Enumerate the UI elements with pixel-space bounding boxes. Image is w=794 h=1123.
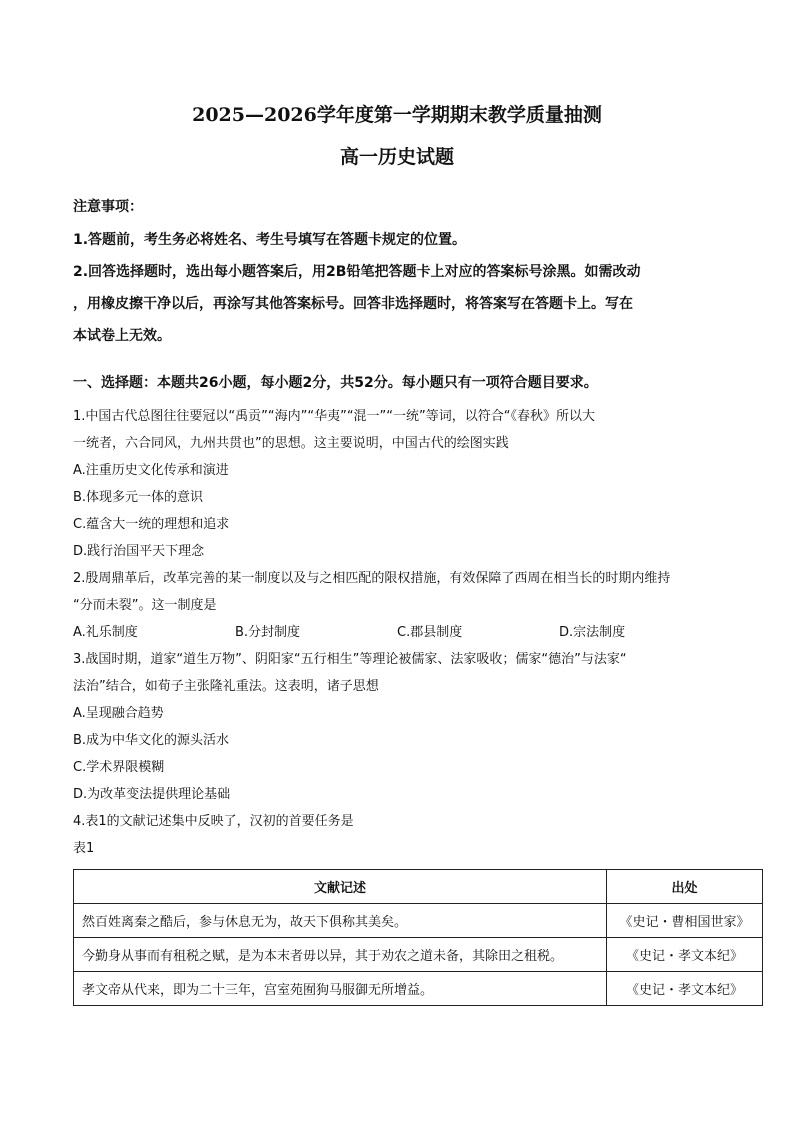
notice-item-2-line-3: 本试卷上无效。: [73, 328, 171, 344]
exam-subtitle: 高一历史试题: [339, 146, 454, 168]
table-cell: 孝文帝从代来，即为二十三年，宫室苑囿狗马服御无所增益。: [74, 972, 607, 1006]
option-b: B.分封制度: [235, 625, 301, 640]
question-stem: 2.殷周鼎革后，改革完善的某一制度以及与之相匹配的限权措施，有效保障了西周在相当长的时期内维持: [73, 571, 671, 586]
option-d: D.践行治国平天下理念: [73, 544, 205, 559]
option-b: B.成为中华文化的源头活水: [73, 733, 230, 748]
table-row: [74, 972, 763, 1006]
table-header-row: [74, 870, 763, 904]
table-cell: 《史记・曹相国世家》: [607, 904, 763, 938]
question-stem: 法治”结合，如荀子主张隆礼重法。这表明，诸子思想: [73, 679, 379, 694]
notice-item-1: 1.答题前，考生务必将姓名、考生号填写在答题卡规定的位置。: [73, 232, 467, 248]
table-label: 表1: [73, 841, 95, 856]
option-c: C.蕴含大一统的理想和追求: [73, 517, 230, 532]
option-a: A.注重历史文化传承和演进: [73, 463, 229, 478]
table-cell: 《史记・孝文本纪》: [607, 938, 763, 972]
question-1: [73, 403, 723, 565]
question-4: [73, 808, 723, 862]
question-3: [73, 646, 723, 808]
table-row: [74, 904, 763, 938]
table-header: 出处: [607, 870, 763, 904]
option-c: C.郡县制度: [397, 625, 463, 640]
exam-title: 2025—2026学年度第一学期期末教学质量抽测: [192, 104, 602, 126]
table-header: 文献记述: [74, 870, 607, 904]
options-row: [73, 619, 723, 646]
option-c: C.学术界限模糊: [73, 760, 165, 775]
notice-item-2-line-1: 2.回答选择题时，选出每小题答案后，用2B铅笔把答题卡上对应的答案标号涂黑。如需改动: [73, 264, 641, 280]
option-d: D.为改革变法提供理论基础: [73, 787, 231, 802]
table-row: [74, 938, 763, 972]
question-stem: 一统者，六合同风，九州共贯也”的思想。这主要说明，中国古代的绘图实践: [73, 436, 509, 451]
table-cell: 今勤身从事而有租税之赋，是为本末者毋以异，其于劝农之道未备，其除田之租税。: [74, 938, 607, 972]
question-stem: 3.战国时期，道家“道生万物”、阴阳家“五行相生”等理论被儒家、法家吸收；儒家“德治”与法家“: [73, 652, 627, 667]
document-table: [73, 869, 763, 1006]
table-cell: 《史记・孝文本纪》: [607, 972, 763, 1006]
notice-heading: 注意事项：: [73, 199, 143, 215]
notice-item-2-line-2: ，用橡皮擦干净以后，再涂写其他答案标号。回答非选择题时，将答案写在答题卡上。写在: [73, 296, 633, 312]
option-a: A.礼乐制度: [73, 625, 138, 640]
option-a: A.呈现融合趋势: [73, 706, 164, 721]
question-2: [73, 565, 723, 646]
option-d: D.宗法制度: [559, 625, 626, 640]
table-cell: 然百姓离秦之酷后，参与休息无为，故天下俱称其美矣。: [74, 904, 607, 938]
question-stem: 4.表1的文献记述集中反映了，汉初的首要任务是: [73, 814, 354, 829]
question-stem: “分而未裂”。这一制度是: [73, 598, 217, 613]
section-heading: 一、选择题：本题共26小题，每小题2分，共52分。每小题只有一项符合题目要求。: [73, 375, 598, 391]
option-b: B.体现多元一体的意识: [73, 490, 204, 505]
question-stem: 1.中国古代总图往往要冠以“禹贡”“海内”“华夷”“混一”“一统”等词，以符合“《春秋》所以大: [73, 409, 595, 424]
